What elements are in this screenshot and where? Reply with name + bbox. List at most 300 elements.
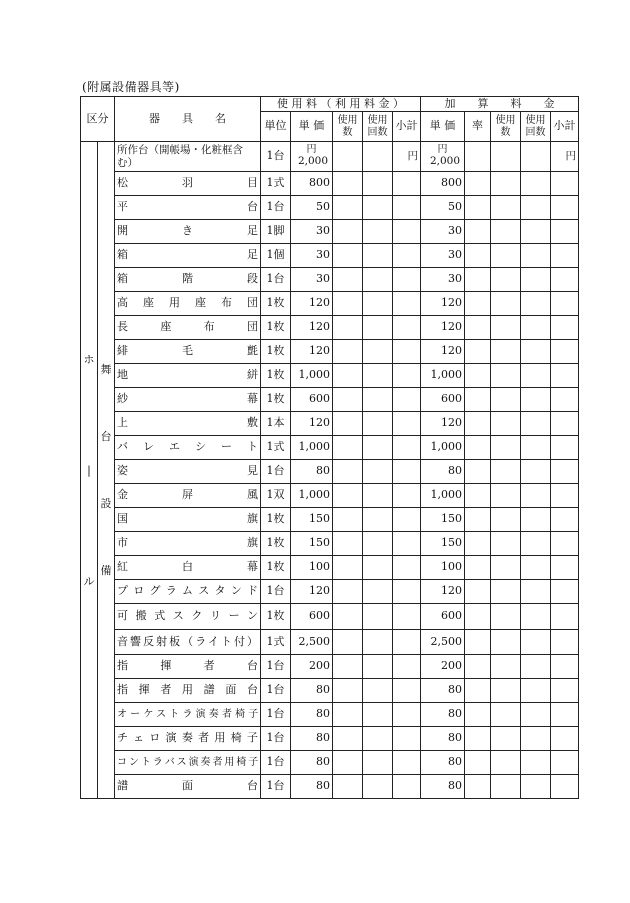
subtotal-cell [393, 292, 421, 316]
extra-count-cell [491, 679, 521, 703]
unit-price-value: 2,000 [297, 155, 328, 168]
use-times-cell [363, 508, 393, 532]
unit-cell: 1枚 [261, 316, 291, 340]
unit-cell: 1本 [261, 412, 291, 436]
unit-cell: 1枚 [261, 532, 291, 556]
table-row [81, 775, 579, 799]
extra-price-cell: 800 [421, 172, 465, 196]
extra-price-cell: 80 [421, 703, 465, 727]
unit-price-cell: 1,000 [291, 484, 333, 508]
vertical-label-char: | [87, 463, 91, 477]
use-count-cell [333, 316, 363, 340]
use-times-cell [363, 364, 393, 388]
use-times-cell [363, 751, 393, 775]
rate-cell [465, 751, 491, 775]
use-times-cell [363, 703, 393, 727]
table-row [81, 751, 579, 775]
subtotal-cell [393, 630, 421, 655]
table-row [81, 532, 579, 556]
header-extra-group: 加 算 料 金 [421, 97, 579, 112]
extra-count-cell [491, 655, 521, 679]
extra-times-cell [521, 703, 551, 727]
rate-cell [465, 679, 491, 703]
extra-price-cell: 150 [421, 532, 465, 556]
extra-price-cell: 120 [421, 580, 465, 604]
rate-cell [465, 604, 491, 630]
extra-price-cell: 80 [421, 775, 465, 799]
unit-cell: 1式 [261, 172, 291, 196]
extra-times-cell [521, 268, 551, 292]
unit-price-cell: 80 [291, 751, 333, 775]
table-row [81, 292, 579, 316]
equipment-name: 姿見 [115, 460, 261, 484]
unit-cell: 1台 [261, 196, 291, 220]
extra-price-cell: 600 [421, 604, 465, 630]
extra-price-cell: 80 [421, 460, 465, 484]
extra-price-cell: 30 [421, 244, 465, 268]
use-count-cell [333, 364, 363, 388]
header-extra-count: 使用数 [491, 112, 521, 142]
table-row [81, 655, 579, 679]
extra-price-cell: 120 [421, 316, 465, 340]
extra-price-cell: 150 [421, 508, 465, 532]
rate-cell [465, 508, 491, 532]
unit-cell: 1台 [261, 580, 291, 604]
extra-times-cell [521, 220, 551, 244]
equipment-name: 長座布団 [115, 316, 261, 340]
table-row [81, 436, 579, 460]
extra-subtotal-cell [551, 484, 579, 508]
table-row [81, 630, 579, 655]
unit-cell: 1式 [261, 436, 291, 460]
extra-subtotal-cell [551, 268, 579, 292]
extra-price-cell: 1,000 [421, 436, 465, 460]
vertical-label-char: ル [83, 574, 95, 588]
table-row [81, 268, 579, 292]
extra-price-cell: 600 [421, 388, 465, 412]
unit-price-cell: 120 [291, 580, 333, 604]
use-times-cell [363, 436, 393, 460]
extra-subtotal-cell [551, 630, 579, 655]
extra-price-cell: 120 [421, 412, 465, 436]
equipment-name: バレエシート [115, 436, 261, 460]
rate-cell [465, 340, 491, 364]
use-count-cell [333, 679, 363, 703]
header-subtotal: 小計 [393, 112, 421, 142]
extra-price-value: 2,000 [429, 155, 460, 168]
extra-subtotal-cell [551, 655, 579, 679]
extra-times-cell [521, 364, 551, 388]
equipment-name: 紅白幕 [115, 556, 261, 580]
use-times-cell [363, 775, 393, 799]
equipment-name: 松羽目 [115, 172, 261, 196]
header-extra-subtotal: 小計 [551, 112, 579, 142]
unit-price-cell: 150 [291, 508, 333, 532]
table-row [81, 703, 579, 727]
unit-price-cell: 1,000 [291, 436, 333, 460]
header-use-times: 使用回数 [363, 112, 393, 142]
use-times-cell [363, 316, 393, 340]
unit-cell: 1台 [261, 751, 291, 775]
extra-times-cell [521, 316, 551, 340]
subtotal-cell [393, 244, 421, 268]
extra-price-cell: 30 [421, 220, 465, 244]
table-row [81, 604, 579, 630]
extra-subtotal-cell [551, 751, 579, 775]
stage-equipment-label [98, 142, 115, 799]
subtotal-cell [393, 679, 421, 703]
unit-cell: 1脚 [261, 220, 291, 244]
table-row [81, 340, 579, 364]
extra-subtotal-cell [551, 703, 579, 727]
use-times-cell [363, 460, 393, 484]
table-row [81, 556, 579, 580]
subtotal-cell [393, 532, 421, 556]
unit-price-cell: 50 [291, 196, 333, 220]
use-count-cell [333, 655, 363, 679]
rate-cell [465, 292, 491, 316]
unit-cell: 1枚 [261, 508, 291, 532]
equipment-name: オーケストラ演奏者椅子 [115, 703, 261, 727]
use-count-cell [333, 460, 363, 484]
extra-count-cell [491, 244, 521, 268]
use-times-cell [363, 679, 393, 703]
use-times-cell [363, 172, 393, 196]
extra-price-cell [421, 142, 465, 172]
unit-price-cell: 80 [291, 727, 333, 751]
rate-cell [465, 630, 491, 655]
subtotal-cell [393, 604, 421, 630]
table-row [81, 727, 579, 751]
extra-price-cell: 80 [421, 679, 465, 703]
subtotal-cell [393, 436, 421, 460]
unit-price-cell: 120 [291, 412, 333, 436]
subtotal-cell [393, 364, 421, 388]
extra-times-cell [521, 460, 551, 484]
extra-count-cell [491, 172, 521, 196]
use-count-cell [333, 751, 363, 775]
extra-times-cell [521, 604, 551, 630]
unit-cell: 1枚 [261, 388, 291, 412]
extra-subtotal-cell [551, 580, 579, 604]
extra-times-cell [521, 655, 551, 679]
extra-subtotal-cell [551, 364, 579, 388]
header-use-count: 使用数 [333, 112, 363, 142]
extra-times-cell [521, 172, 551, 196]
subtotal-cell [393, 220, 421, 244]
rate-cell [465, 244, 491, 268]
extra-price-cell: 200 [421, 655, 465, 679]
extra-subtotal-cell [551, 604, 579, 630]
extra-subtotal-cell [551, 775, 579, 799]
equipment-name: 国旗 [115, 508, 261, 532]
extra-times-cell [521, 679, 551, 703]
unit-cell: 1枚 [261, 604, 291, 630]
unit-cell: 1枚 [261, 340, 291, 364]
equipment-name: 箱階段 [115, 268, 261, 292]
header-unit-price: 単 価 [291, 112, 333, 142]
equipment-name: 可搬式スクリーン [115, 604, 261, 630]
unit-cell: 1台 [261, 460, 291, 484]
use-count-cell [333, 388, 363, 412]
use-count-cell [333, 630, 363, 655]
table-body [81, 142, 579, 799]
rate-cell [465, 412, 491, 436]
unit-cell: 1台 [261, 775, 291, 799]
subtotal-cell [393, 340, 421, 364]
unit-price-cell: 800 [291, 172, 333, 196]
unit-price-cell: 30 [291, 268, 333, 292]
extra-count-cell [491, 751, 521, 775]
extra-subtotal-cell [551, 727, 579, 751]
subtotal-cell [393, 484, 421, 508]
unit-price-cell: 120 [291, 340, 333, 364]
subtotal-cell: 円 [393, 142, 421, 172]
extra-count-cell [491, 142, 521, 172]
extra-price-cell: 1,000 [421, 364, 465, 388]
extra-times-cell [521, 727, 551, 751]
extra-count-cell [491, 436, 521, 460]
use-count-cell [333, 580, 363, 604]
rate-cell [465, 532, 491, 556]
use-count-cell [333, 244, 363, 268]
equipment-name: 高座用座布団 [115, 292, 261, 316]
extra-price-cell: 100 [421, 556, 465, 580]
extra-times-cell [521, 484, 551, 508]
unit-price-cell: 30 [291, 220, 333, 244]
unit-cell: 1台 [261, 703, 291, 727]
unit-cell: 1双 [261, 484, 291, 508]
use-times-cell [363, 268, 393, 292]
use-times-cell [363, 604, 393, 630]
rate-cell [465, 388, 491, 412]
extra-subtotal-cell [551, 532, 579, 556]
extra-count-cell [491, 268, 521, 292]
yen-mark: 円 [437, 144, 448, 156]
table-row [81, 484, 579, 508]
unit-price-cell: 2,500 [291, 630, 333, 655]
extra-count-cell [491, 412, 521, 436]
unit-cell: 1枚 [261, 556, 291, 580]
subtotal-cell [393, 412, 421, 436]
equipment-name: 譜面台 [115, 775, 261, 799]
subtotal-cell [393, 460, 421, 484]
subtotal-cell [393, 580, 421, 604]
use-count-cell [333, 292, 363, 316]
use-times-cell [363, 142, 393, 172]
extra-count-cell [491, 532, 521, 556]
extra-times-cell [521, 630, 551, 655]
extra-count-cell [491, 775, 521, 799]
rate-cell [465, 727, 491, 751]
use-count-cell [333, 220, 363, 244]
rate-cell [465, 703, 491, 727]
hall-label [81, 142, 98, 799]
table-row [81, 508, 579, 532]
extra-count-cell [491, 364, 521, 388]
extra-count-cell [491, 316, 521, 340]
unit-price-cell: 80 [291, 703, 333, 727]
extra-count-cell [491, 460, 521, 484]
table-row [81, 388, 579, 412]
use-count-cell [333, 268, 363, 292]
extra-count-cell [491, 196, 521, 220]
equipment-name: 緋毛氈 [115, 340, 261, 364]
extra-price-cell: 80 [421, 751, 465, 775]
rate-cell [465, 655, 491, 679]
rate-cell [465, 436, 491, 460]
header-kubun: 区分 [81, 97, 115, 142]
use-times-cell [363, 655, 393, 679]
equipment-name: 箱足 [115, 244, 261, 268]
extra-price-cell: 30 [421, 268, 465, 292]
subtotal-cell [393, 196, 421, 220]
extra-times-cell [521, 775, 551, 799]
extra-price-cell: 50 [421, 196, 465, 220]
vertical-label-char: 舞 [100, 363, 112, 376]
equipment-name: コントラバス演奏者用椅子 [115, 751, 261, 775]
rate-cell [465, 484, 491, 508]
header-extra-price: 単 価 [421, 112, 465, 142]
extra-count-cell [491, 484, 521, 508]
extra-count-cell [491, 292, 521, 316]
extra-times-cell [521, 412, 551, 436]
extra-times-cell [521, 556, 551, 580]
unit-price-cell: 1,000 [291, 364, 333, 388]
unit-price-cell [291, 142, 333, 172]
subtotal-cell [393, 508, 421, 532]
extra-subtotal-cell [551, 172, 579, 196]
use-count-cell [333, 727, 363, 751]
equipment-name: 音響反射板（ライト付） [115, 630, 261, 655]
use-count-cell [333, 172, 363, 196]
extra-subtotal-cell [551, 436, 579, 460]
unit-price-cell: 600 [291, 604, 333, 630]
extra-times-cell [521, 580, 551, 604]
equipment-fee-table [80, 96, 579, 799]
extra-times-cell [521, 532, 551, 556]
equipment-name: 上敷 [115, 412, 261, 436]
unit-cell: 1台 [261, 679, 291, 703]
extra-times-cell [521, 142, 551, 172]
extra-subtotal-cell [551, 292, 579, 316]
unit-price-cell: 150 [291, 532, 333, 556]
unit-price-cell: 80 [291, 775, 333, 799]
extra-subtotal-cell [551, 196, 579, 220]
equipment-name: 地絣 [115, 364, 261, 388]
extra-times-cell [521, 244, 551, 268]
use-times-cell [363, 630, 393, 655]
table-row [81, 196, 579, 220]
rate-cell [465, 316, 491, 340]
use-count-cell [333, 604, 363, 630]
subtotal-cell [393, 556, 421, 580]
use-count-cell [333, 484, 363, 508]
header-extra-times: 使用回数 [521, 112, 551, 142]
extra-subtotal-cell [551, 316, 579, 340]
equipment-name: チェロ演奏者用椅子 [115, 727, 261, 751]
extra-subtotal-cell [551, 460, 579, 484]
use-times-cell [363, 580, 393, 604]
table-row [81, 460, 579, 484]
unit-cell: 1台 [261, 142, 291, 172]
use-count-cell [333, 556, 363, 580]
extra-price-cell: 80 [421, 727, 465, 751]
extra-subtotal-cell [551, 220, 579, 244]
subtotal-cell [393, 655, 421, 679]
use-count-cell [333, 508, 363, 532]
extra-subtotal-cell [551, 388, 579, 412]
table-row [81, 142, 579, 172]
use-count-cell [333, 532, 363, 556]
extra-times-cell [521, 751, 551, 775]
use-times-cell [363, 484, 393, 508]
extra-price-cell: 120 [421, 340, 465, 364]
use-count-cell [333, 775, 363, 799]
unit-cell: 1台 [261, 655, 291, 679]
extra-count-cell [491, 580, 521, 604]
use-count-cell [333, 196, 363, 220]
equipment-name: 金屏風 [115, 484, 261, 508]
rate-cell [465, 220, 491, 244]
extra-times-cell [521, 340, 551, 364]
extra-price-cell: 2,500 [421, 630, 465, 655]
rate-cell [465, 196, 491, 220]
rate-cell [465, 142, 491, 172]
use-times-cell [363, 220, 393, 244]
use-times-cell [363, 196, 393, 220]
unit-cell: 1台 [261, 727, 291, 751]
header-kigu: 器 具 名 [115, 97, 261, 142]
extra-times-cell [521, 508, 551, 532]
table-row [81, 679, 579, 703]
equipment-name: 平台 [115, 196, 261, 220]
table-caption: (附属設備器具等) [82, 80, 180, 94]
vertical-label-char: 設 [100, 497, 112, 510]
subtotal-cell [393, 751, 421, 775]
extra-count-cell [491, 604, 521, 630]
equipment-name: 所作台（開帳場・化粧框含む） [115, 142, 261, 172]
equipment-name: 開き足 [115, 220, 261, 244]
extra-count-cell [491, 556, 521, 580]
use-count-cell [333, 340, 363, 364]
rate-cell [465, 556, 491, 580]
use-count-cell [333, 703, 363, 727]
rate-cell [465, 460, 491, 484]
header-unit: 単位 [261, 112, 291, 142]
rate-cell [465, 580, 491, 604]
rate-cell [465, 364, 491, 388]
table-row [81, 412, 579, 436]
vertical-label-char: ホ [83, 352, 95, 366]
use-count-cell [333, 142, 363, 172]
extra-subtotal-cell [551, 244, 579, 268]
equipment-name: 市旗 [115, 532, 261, 556]
extra-times-cell [521, 196, 551, 220]
unit-price-cell: 120 [291, 292, 333, 316]
extra-subtotal-cell [551, 340, 579, 364]
unit-price-cell: 120 [291, 316, 333, 340]
header-rate: 率 [465, 112, 491, 142]
subtotal-cell [393, 775, 421, 799]
vertical-label-char: 台 [100, 430, 112, 443]
table-row [81, 316, 579, 340]
table-row [81, 580, 579, 604]
subtotal-cell [393, 388, 421, 412]
header-usage-group: 使 用 料 （ 利 用 料 金 ） [261, 97, 421, 112]
extra-subtotal-cell [551, 679, 579, 703]
unit-price-cell: 200 [291, 655, 333, 679]
